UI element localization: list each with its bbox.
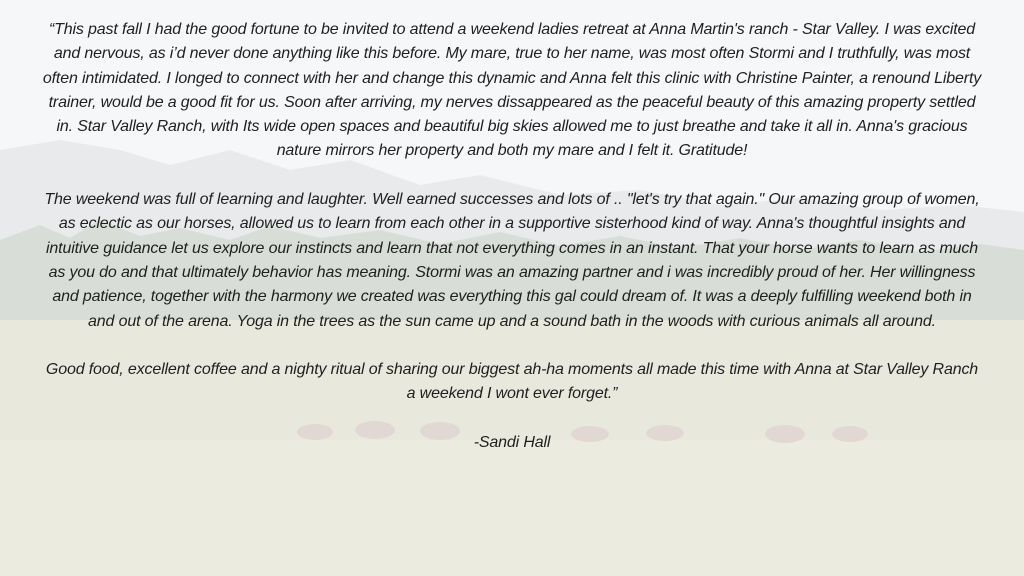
testimonial-paragraph-3: Good food, excellent coffee and a nighty ritual of sharing our biggest ah-ha moments all made this time with Anna at Star Valley Ranch a weekend I wont ever forget.” <box>45 361 979 403</box>
testimonial-block <box>40 18 984 455</box>
testimonial-signature: -Sandi Hall <box>473 434 551 452</box>
testimonial-paragraph-1: “This past fall I had the good fortune to be invited to attend a weekend ladies retreat at Anna Martin's ranch - Star Valley. I was excited and nervous, as i’d never done anything like this before. My mare, true to her name, was most often Stormi and I truthfully, was most often intimidated. I longed to connect with her and change this dynamic and Anna felt this clinic with Christine Painter, a renound Liberty trainer, would be a good fit for us. Soon after arriving, my nerves dissappeared as the peaceful beauty of this amazing property settled in. Star Valley Ranch, with Its wide open spaces and beautiful big skies allowed me to just breathe and take it all in. Anna's gracious nature mirrors her property and both my mare and I felt it. Gratitude! <box>42 21 982 160</box>
testimonial-paragraph-2: The weekend was full of learning and laughter. Well earned successes and lots of .. "let's try that again." Our amazing group of women, as eclectic as our horses, allowed us to learn from each other in a supportive sisterhood kind of way. Anna's thoughtful insights and intuitive guidance let us explore our instincts and learn that not everything comes in an instant. That your horse wants to learn as much as you do and that ultimately behavior has meaning. Stormi was an amazing partner and i was incredibly proud of her. Her willingness and patience, together with the harmony we created was everything this gal could dream of. It was a deeply fulfilling weekend both in and out of the arena. Yoga in the trees as the sun came up and a sound bath in the woods with curious animals all around. <box>44 191 980 330</box>
